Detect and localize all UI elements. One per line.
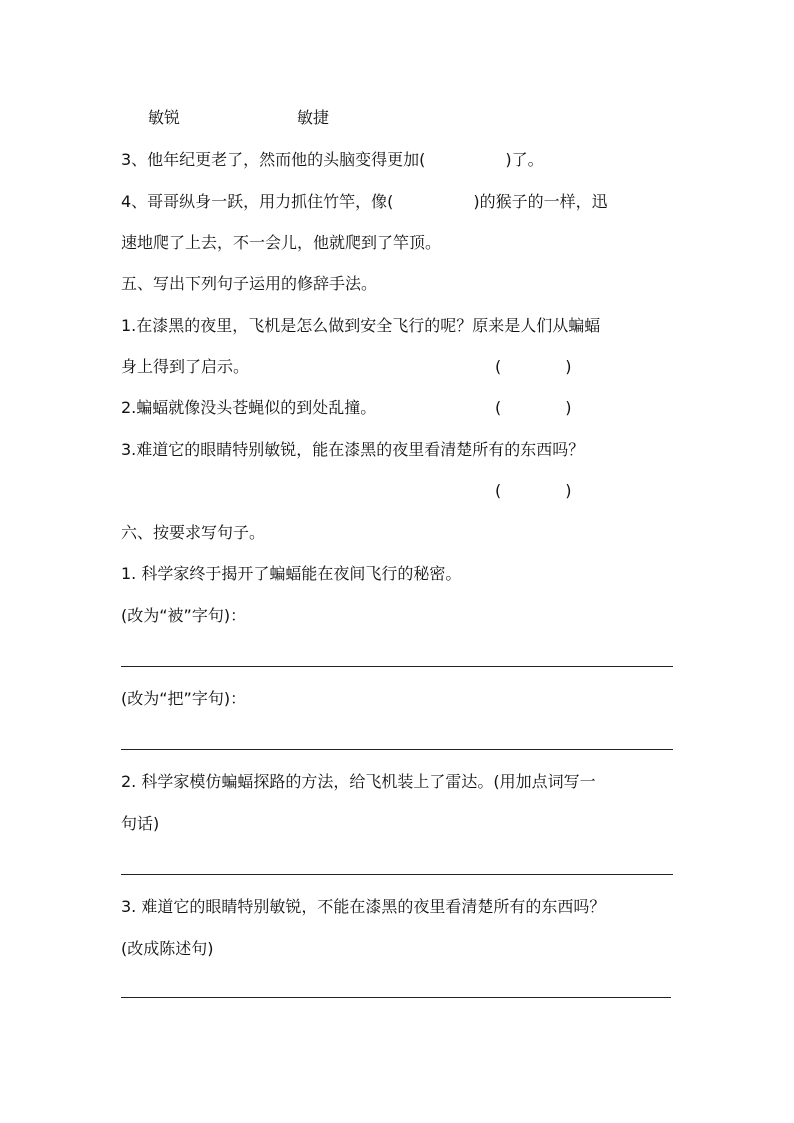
question-4-4-line2: 速地爬了上去，不一会儿，他就爬到了竿顶。: [121, 233, 442, 252]
word-option-1: 敏锐: [148, 108, 181, 127]
answer-paren-5-2[interactable]: ( ): [495, 398, 572, 417]
question-6-1: 1. 科学家终于揭开了蝙蝠能在夜间飞行的秘密。: [121, 564, 462, 583]
question-5-3: 3.难道它的眼睛特别敏锐，能在漆黑的夜里看清楚所有的东西吗？: [121, 440, 585, 459]
answer-paren-5-1[interactable]: ( ): [495, 357, 572, 376]
question-6-2-line1: 2. 科学家模仿蝙蝠探路的方法，给飞机装上了雷达。(用加点词写一: [121, 772, 596, 791]
question-4-3: 3、他年纪更老了，然而他的头脑变得更加( )了。: [121, 150, 544, 169]
question-5-2: 2.蝙蝠就像没头苍蝇似的到处乱撞。: [121, 398, 377, 417]
answer-line-6-2[interactable]: [121, 874, 673, 875]
question-6-3-line1: 3. 难道它的眼睛特别敏锐，不能在漆黑的夜里看清楚所有的东西吗？: [121, 897, 606, 916]
question-6-1-instruction-b: (改为“把”字句)：: [121, 689, 247, 708]
question-4-4-line1: 4、哥哥纵身一跃，用力抓住竹竿，像( )的猴子的一样，迅: [121, 192, 608, 211]
question-6-2-line2: 句话): [121, 814, 160, 833]
question-5-1-line1: 1.在漆黑的夜里，飞机是怎么做到安全飞行的呢？原来是人们从蝙蝠: [121, 316, 601, 335]
answer-line-6-1-a[interactable]: [121, 666, 673, 667]
answer-line-6-3[interactable]: [121, 997, 671, 998]
word-option-2: 敏捷: [297, 108, 330, 127]
answer-paren-5-3[interactable]: ( ): [495, 481, 572, 500]
question-6-1-instruction-a: (改为“被”字句)：: [121, 606, 247, 625]
section-6-heading: 六、按要求写句子。: [121, 523, 266, 542]
section-5-heading: 五、写出下列句子运用的修辞手法。: [121, 274, 378, 293]
answer-line-6-1-b[interactable]: [121, 749, 673, 750]
question-5-1-line2: 身上得到了启示。: [121, 357, 250, 376]
question-6-3-line2: (改成陈述句): [121, 939, 214, 958]
